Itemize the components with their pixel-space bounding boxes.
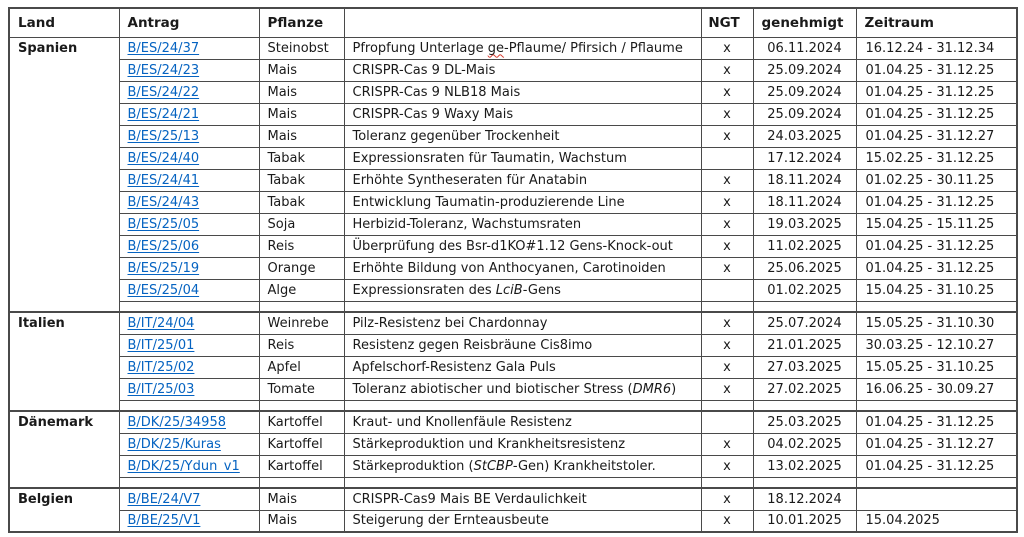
ngt-cell: x xyxy=(701,81,753,103)
table-row xyxy=(9,257,1017,279)
description-cell xyxy=(344,81,701,103)
genehmigt-cell: 25.07.2024 xyxy=(753,312,856,334)
antrag-cell xyxy=(119,433,259,455)
description-cell xyxy=(344,433,701,455)
description-cell xyxy=(344,411,701,433)
header-antrag: Antrag xyxy=(119,8,259,37)
ngt-cell: x xyxy=(701,169,753,191)
description-text: CRISPR-Cas 9 NLB18 Mais xyxy=(352,84,521,100)
pflanze-cell: Mais xyxy=(259,103,344,125)
zeitraum-cell: 16.12.24 - 31.12.34 xyxy=(856,37,1017,59)
zeitraum-cell: 01.04.25 - 31.12.25 xyxy=(856,103,1017,125)
antrag-cell xyxy=(119,257,259,279)
table-row xyxy=(9,312,1017,334)
description-text: -Gens xyxy=(522,282,561,298)
antrag-cell xyxy=(119,488,259,510)
description-text: DMR6 xyxy=(632,381,672,397)
antrag-link[interactable]: B/ES/25/19 xyxy=(127,260,200,276)
description-text: Stärkeproduktion ( xyxy=(352,458,474,474)
pflanze-cell: Apfel xyxy=(259,356,344,378)
table-row xyxy=(9,81,1017,103)
spacer-cell xyxy=(856,477,1017,488)
genehmigt-cell: 01.02.2025 xyxy=(753,279,856,301)
antrag-cell xyxy=(119,235,259,257)
ngt-cell: x xyxy=(701,235,753,257)
antrag-cell xyxy=(119,213,259,235)
description-cell xyxy=(344,488,701,510)
antrag-link[interactable]: B/ES/24/22 xyxy=(127,84,200,100)
genehmigt-cell: 04.02.2025 xyxy=(753,433,856,455)
description-cell xyxy=(344,125,701,147)
table-body xyxy=(9,37,1017,532)
spacer-cell xyxy=(701,301,753,312)
description-text: ) xyxy=(671,381,677,397)
antrag-link[interactable]: B/ES/24/21 xyxy=(127,106,200,122)
antrag-link[interactable]: B/DK/25/34958 xyxy=(127,414,226,430)
antrag-link[interactable]: B/IT/25/01 xyxy=(127,337,195,353)
pflanze-cell: Weinrebe xyxy=(259,312,344,334)
spacer-cell xyxy=(259,301,344,312)
description-text: Toleranz gegenüber Trockenheit xyxy=(352,128,560,144)
approvals-table xyxy=(8,7,1018,533)
table-header-row xyxy=(9,8,1017,37)
antrag-cell xyxy=(119,103,259,125)
header-ngt: NGT xyxy=(701,8,753,37)
description-text: Entwicklung Taumatin-produzierende Line xyxy=(352,194,625,210)
ngt-cell xyxy=(701,279,753,301)
antrag-link[interactable]: B/IT/25/02 xyxy=(127,359,195,375)
description-text: Überprüfung des Bsr-d1KO#1.12 Gens-Knock-out xyxy=(352,238,673,254)
antrag-link[interactable]: B/ES/25/06 xyxy=(127,238,200,254)
zeitraum-cell: 01.04.25 - 31.12.25 xyxy=(856,59,1017,81)
description-cell xyxy=(344,257,701,279)
antrag-cell xyxy=(119,510,259,532)
zeitraum-cell: 16.06.25 - 30.09.27 xyxy=(856,378,1017,400)
spacer-cell xyxy=(856,301,1017,312)
ngt-cell: x xyxy=(701,312,753,334)
country-label: Spanien xyxy=(9,37,119,312)
table-row xyxy=(9,125,1017,147)
description-cell xyxy=(344,147,701,169)
antrag-cell xyxy=(119,125,259,147)
description-text: Resistenz gegen Reisbräune Cis8imo xyxy=(352,337,593,353)
genehmigt-cell: 21.01.2025 xyxy=(753,334,856,356)
antrag-link[interactable]: B/ES/24/43 xyxy=(127,194,200,210)
genehmigt-cell: 13.02.2025 xyxy=(753,455,856,477)
genehmigt-cell: 24.03.2025 xyxy=(753,125,856,147)
table-row xyxy=(9,455,1017,477)
description-text: CRISPR-Cas9 Mais BE Verdaulichkeit xyxy=(352,491,587,507)
ngt-cell: x xyxy=(701,257,753,279)
zeitraum-cell: 15.05.25 - 31.10.25 xyxy=(856,356,1017,378)
spacer-cell xyxy=(753,477,856,488)
antrag-link[interactable]: B/ES/24/40 xyxy=(127,150,200,166)
pflanze-cell: Reis xyxy=(259,334,344,356)
ngt-cell xyxy=(701,147,753,169)
spacer-cell xyxy=(701,477,753,488)
genehmigt-cell: 10.01.2025 xyxy=(753,510,856,532)
description-cell xyxy=(344,103,701,125)
antrag-link[interactable]: B/DK/25/Ydun_v1 xyxy=(127,458,240,474)
zeitraum-cell: 01.04.25 - 31.12.25 xyxy=(856,191,1017,213)
table-row xyxy=(9,191,1017,213)
antrag-cell xyxy=(119,455,259,477)
description-text: Erhöhte Bildung von Anthocyanen, Carotinoiden xyxy=(352,260,666,276)
description-text: -Pflaume/ Pfirsich / Pflaume xyxy=(504,40,683,56)
antrag-cell xyxy=(119,279,259,301)
antrag-cell xyxy=(119,411,259,433)
pflanze-cell: Kartoffel xyxy=(259,455,344,477)
pflanze-cell: Mais xyxy=(259,488,344,510)
ngt-cell: x xyxy=(701,378,753,400)
table-row xyxy=(9,378,1017,400)
zeitraum-cell: 01.04.25 - 31.12.27 xyxy=(856,433,1017,455)
genehmigt-cell: 25.09.2024 xyxy=(753,59,856,81)
spacer-cell xyxy=(119,400,259,411)
genehmigt-cell: 25.03.2025 xyxy=(753,411,856,433)
description-cell xyxy=(344,191,701,213)
antrag-link[interactable]: B/ES/25/05 xyxy=(127,216,200,232)
table-row xyxy=(9,59,1017,81)
table-row xyxy=(9,334,1017,356)
table-row xyxy=(9,279,1017,301)
description-cell xyxy=(344,378,701,400)
genehmigt-cell: 25.09.2024 xyxy=(753,103,856,125)
description-text: Expressionsraten des xyxy=(352,282,496,298)
pflanze-cell: Kartoffel xyxy=(259,411,344,433)
ngt-cell xyxy=(701,411,753,433)
ngt-cell: x xyxy=(701,433,753,455)
description-cell xyxy=(344,37,701,59)
table-row xyxy=(9,433,1017,455)
antrag-cell xyxy=(119,81,259,103)
zeitraum-cell: 01.02.25 - 30.11.25 xyxy=(856,169,1017,191)
zeitraum-cell: 15.04.25 - 31.10.25 xyxy=(856,279,1017,301)
description-cell xyxy=(344,59,701,81)
table-row xyxy=(9,510,1017,532)
description-cell xyxy=(344,279,701,301)
antrag-cell xyxy=(119,191,259,213)
zeitraum-cell: 30.03.25 - 12.10.27 xyxy=(856,334,1017,356)
genehmigt-cell: 18.11.2024 xyxy=(753,191,856,213)
description-text: Herbizid-Toleranz, Wachstumsraten xyxy=(352,216,582,232)
spacer-cell xyxy=(344,400,701,411)
zeitraum-cell xyxy=(856,488,1017,510)
spacer-cell xyxy=(119,301,259,312)
zeitraum-cell: 01.04.25 - 31.12.25 xyxy=(856,411,1017,433)
spacer-cell xyxy=(259,400,344,411)
zeitraum-cell: 15.02.25 - 31.12.25 xyxy=(856,147,1017,169)
zeitraum-cell: 01.04.25 - 31.12.25 xyxy=(856,235,1017,257)
country-label: Italien xyxy=(9,312,119,411)
ngt-cell: x xyxy=(701,334,753,356)
antrag-cell xyxy=(119,378,259,400)
antrag-cell xyxy=(119,59,259,81)
description-text: CRISPR-Cas 9 Waxy Mais xyxy=(352,106,514,122)
description-cell xyxy=(344,312,701,334)
antrag-cell xyxy=(119,147,259,169)
description-text: Erhöhte Syntheseraten für Anatabin xyxy=(352,172,588,188)
description-text: StCBP xyxy=(473,458,513,474)
group-spacer-row xyxy=(9,477,1017,488)
antrag-cell xyxy=(119,312,259,334)
ngt-cell: x xyxy=(701,59,753,81)
description-text: Apfelschorf-Resistenz Gala Puls xyxy=(352,359,556,375)
pflanze-cell: Tabak xyxy=(259,191,344,213)
group-spacer-row xyxy=(9,301,1017,312)
antrag-cell xyxy=(119,334,259,356)
ngt-cell: x xyxy=(701,455,753,477)
ngt-cell: x xyxy=(701,103,753,125)
pflanze-cell: Tabak xyxy=(259,169,344,191)
genehmigt-cell: 11.02.2025 xyxy=(753,235,856,257)
ngt-cell: x xyxy=(701,356,753,378)
description-text: LciB xyxy=(495,282,523,298)
pflanze-cell: Mais xyxy=(259,510,344,532)
pflanze-cell: Alge xyxy=(259,279,344,301)
spacer-cell xyxy=(259,477,344,488)
spacer-cell xyxy=(344,477,701,488)
pflanze-cell: Reis xyxy=(259,235,344,257)
antrag-link[interactable]: B/DK/25/Kuras xyxy=(127,436,221,452)
description-text: Kraut- und Knollenfäule Resistenz xyxy=(352,414,572,430)
header-pflanze: Pflanze xyxy=(259,8,344,37)
ngt-cell: x xyxy=(701,191,753,213)
group-spacer-row xyxy=(9,400,1017,411)
spacer-cell xyxy=(344,301,701,312)
genehmigt-cell: 17.12.2024 xyxy=(753,147,856,169)
spacer-cell xyxy=(856,400,1017,411)
table-row xyxy=(9,103,1017,125)
pflanze-cell: Steinobst xyxy=(259,37,344,59)
zeitraum-cell: 01.04.25 - 31.12.25 xyxy=(856,455,1017,477)
country-label: Belgien xyxy=(9,488,119,532)
antrag-link[interactable]: B/BE/25/V1 xyxy=(127,513,201,529)
country-label: Dänemark xyxy=(9,411,119,488)
spacer-cell xyxy=(753,301,856,312)
zeitraum-cell: 15.05.25 - 31.10.30 xyxy=(856,312,1017,334)
table-row xyxy=(9,213,1017,235)
genehmigt-cell: 18.12.2024 xyxy=(753,488,856,510)
spellcheck-marked-text: ge xyxy=(487,40,505,56)
ngt-cell: x xyxy=(701,37,753,59)
description-text: Stärkeproduktion und Krankheitsresistenz xyxy=(352,436,626,452)
description-cell xyxy=(344,235,701,257)
pflanze-cell: Mais xyxy=(259,59,344,81)
table-row xyxy=(9,411,1017,433)
antrag-link[interactable]: B/ES/24/41 xyxy=(127,172,200,188)
zeitraum-cell: 01.04.25 - 31.12.27 xyxy=(856,125,1017,147)
pflanze-cell: Soja xyxy=(259,213,344,235)
antrag-link[interactable]: B/ES/25/13 xyxy=(127,128,200,144)
pflanze-cell: Tabak xyxy=(259,147,344,169)
ngt-cell: x xyxy=(701,125,753,147)
antrag-link[interactable]: B/ES/24/23 xyxy=(127,62,200,78)
table-row xyxy=(9,37,1017,59)
header-genehmigt: genehmigt xyxy=(753,8,856,37)
description-cell xyxy=(344,169,701,191)
spacer-cell xyxy=(753,400,856,411)
description-text: Steigerung der Ernteausbeute xyxy=(352,513,549,529)
description-cell xyxy=(344,356,701,378)
zeitraum-cell: 15.04.2025 xyxy=(856,510,1017,532)
description-text: -Gen) Krankheitstoler. xyxy=(512,458,656,474)
table-row xyxy=(9,235,1017,257)
antrag-link[interactable]: B/IT/25/03 xyxy=(127,381,195,397)
pflanze-cell: Kartoffel xyxy=(259,433,344,455)
description-text: Pfropfung Unterlage xyxy=(352,40,488,56)
genehmigt-cell: 19.03.2025 xyxy=(753,213,856,235)
pflanze-cell: Tomate xyxy=(259,378,344,400)
description-text: CRISPR-Cas 9 DL-Mais xyxy=(352,62,496,78)
genehmigt-cell: 06.11.2024 xyxy=(753,37,856,59)
spacer-cell xyxy=(701,400,753,411)
zeitraum-cell: 01.04.25 - 31.12.25 xyxy=(856,81,1017,103)
description-text: Expressionsraten für Taumatin, Wachstum xyxy=(352,150,627,166)
zeitraum-cell: 15.04.25 - 15.11.25 xyxy=(856,213,1017,235)
antrag-cell xyxy=(119,37,259,59)
antrag-link[interactable]: B/IT/24/04 xyxy=(127,315,195,331)
description-text: Toleranz abiotischer und biotischer Stress ( xyxy=(352,381,633,397)
pflanze-cell: Mais xyxy=(259,81,344,103)
table-row xyxy=(9,488,1017,510)
genehmigt-cell: 25.06.2025 xyxy=(753,257,856,279)
description-cell xyxy=(344,455,701,477)
genehmigt-cell: 27.02.2025 xyxy=(753,378,856,400)
ngt-cell: x xyxy=(701,488,753,510)
pflanze-cell: Orange xyxy=(259,257,344,279)
header-zeitraum: Zeitraum xyxy=(856,8,1017,37)
antrag-link[interactable]: B/BE/24/V7 xyxy=(127,491,201,507)
description-cell xyxy=(344,334,701,356)
description-cell xyxy=(344,510,701,532)
genehmigt-cell: 27.03.2025 xyxy=(753,356,856,378)
ngt-cell: x xyxy=(701,213,753,235)
pflanze-cell: Mais xyxy=(259,125,344,147)
antrag-cell xyxy=(119,169,259,191)
header-land: Land xyxy=(9,8,119,37)
antrag-link[interactable]: B/ES/25/04 xyxy=(127,282,200,298)
table-row xyxy=(9,356,1017,378)
genehmigt-cell: 18.11.2024 xyxy=(753,169,856,191)
description-cell xyxy=(344,213,701,235)
ngt-cell: x xyxy=(701,510,753,532)
spacer-cell xyxy=(119,477,259,488)
zeitraum-cell: 01.04.25 - 31.12.25 xyxy=(856,257,1017,279)
antrag-cell xyxy=(119,356,259,378)
genehmigt-cell: 25.09.2024 xyxy=(753,81,856,103)
description-text: Pilz-Resistenz bei Chardonnay xyxy=(352,315,548,331)
table-row xyxy=(9,147,1017,169)
antrag-link[interactable]: B/ES/24/37 xyxy=(127,40,200,56)
table-row xyxy=(9,169,1017,191)
header-beschreibung xyxy=(344,8,701,37)
